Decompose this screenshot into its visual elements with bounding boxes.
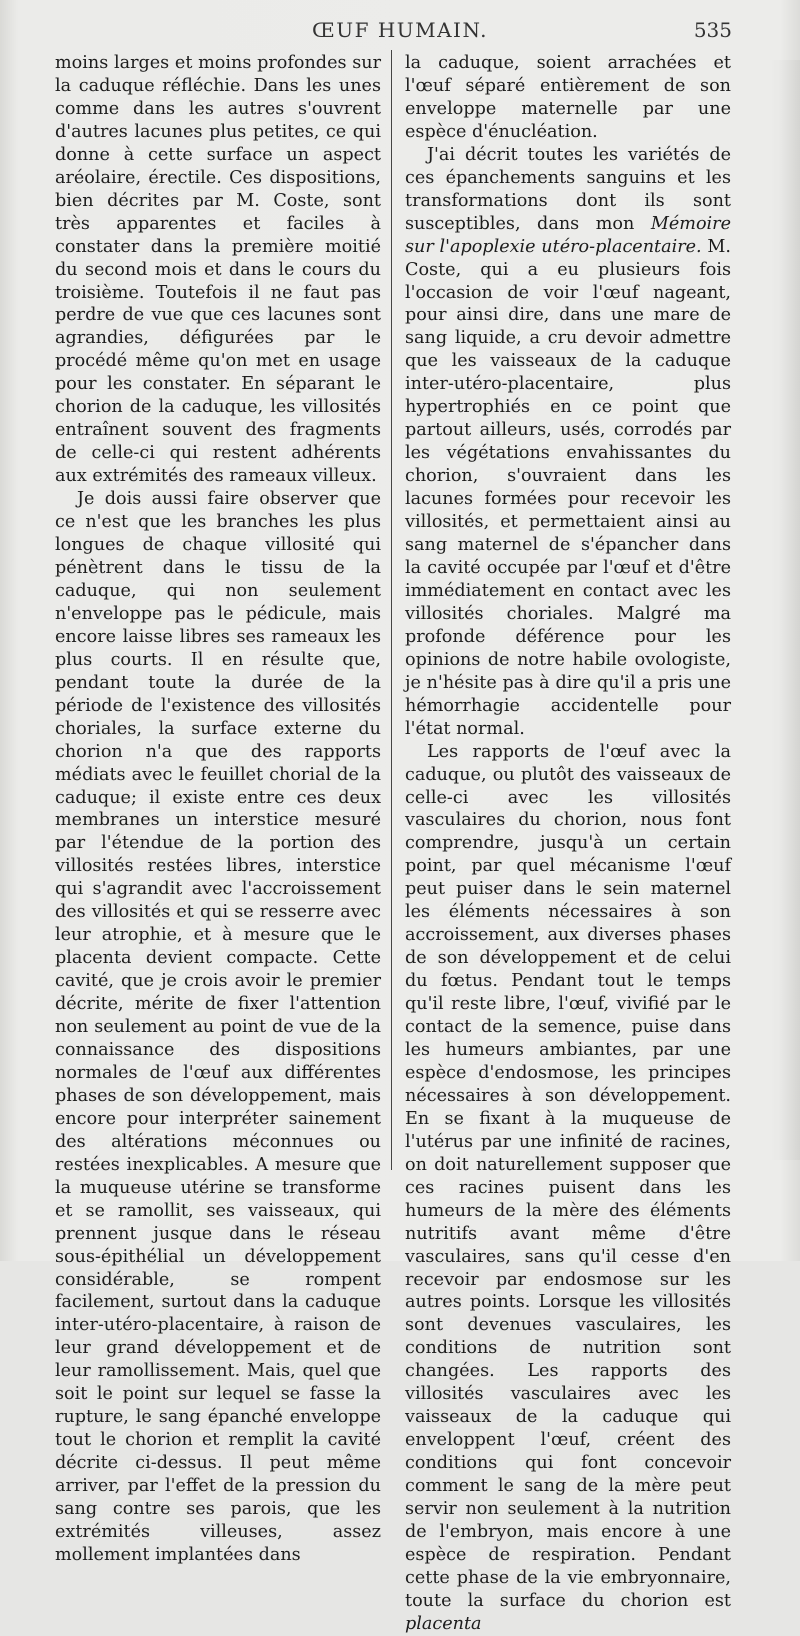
right-paragraph-3: [405, 741, 731, 1636]
right-column: [405, 52, 731, 1636]
right-paragraph-1: la caduque, soient arrachées et l'œuf séparé entièrement de son enveloppe maternelle par une espèce d'énucléation.: [405, 53, 731, 142]
column-divider: [391, 50, 392, 1170]
page-header: [0, 18, 800, 46]
right-paragraph-3-text: Les rapports de l'œuf avec la caduque, ou plutôt des vaisseaux de celle-ci avec les villosités vasculaires du chorion, nous font comprendre, jusqu'à un certain point, par quel mécanisme l'œuf peut puiser dans le sein maternel les éléments nécessaires à son accroissement, aux diverses phases de son développement et de celui du fœtus. Pendant tout le temps qu'il reste libre, l'œuf, vivifié par le contact de la semence, puise dans les humeurs ambiantes, par une espèce d'endosmose, les principes nécessaires à son développement. En se fixant à la muqueuse de l'utérus par une infinité de racines, on doit naturellement supposer que ces racines puisent dans les humeurs de la mère des éléments nutritifs avant même d'être vasculaires, sans qu'il cesse d'en recevoir par endosmose sur les autres points. Lorsque les villosités sont devenues vasculaires, les conditions de nutrition sont changées. Les rapports des villosités vasculaires avec les vaisseaux de la caduque qui enveloppent l'œuf, créent des conditions qui font concevoir comment le sang de la mère peut servir non seulement à la nutrition de l'embryon, mais encore à une espèce de respiration. Pendant cette phase de la vie embryonnaire, toute la surface du chorion est: [405, 741, 731, 1611]
right-paragraph-2-text-b: M. Coste, qui a eu plusieurs fois l'occasion de voir l'œuf nageant, pour ainsi dire, dans une mare de sang liquide, a cru devoir admettre que les vaisseaux de la caduque inter-utéro-placentaire, plus hypertrophiés en ce point que partout ailleurs, usés, corrodés par les végétations envahissantes du chorion, s'ouvraient dans les lacunes formées pour recevoir les villosités, et permettaient ainsi au sang maternel de s'épancher dans la cavité occupée par l'œuf et d'être immédiatement en contact avec les villosités choriales. Malgré ma profonde déférence pour les opinions de notre habile ovologiste, je n'hésite pas à dire qu'il a pris une hémorrhagie accidentelle pour l'état normal.: [405, 236, 731, 739]
right-paragraph-2-text-a: J'ai décrit toutes les variétés de ces épanchements sanguins et les transformations dont ils sont susceptibles, dans mon: [405, 144, 731, 234]
left-paragraph-2: Je dois aussi faire observer que ce n'est que les branches les plus longues de chaque villosité qui pénètrent dans le tissu de la caduque, qui non seulement n'enveloppe pas le pédicule, mais encore laisse libres ses rameaux les plus courts. Il en résulte que, pendant toute la durée de la période de l'existence des villosités choriales, la surface externe du chorion n'a que des rapports médiats avec le feuillet chorial de la caduque; il existe entre ces deux membranes un interstice mesuré par l'étendue de la portion des villosités restées libres, interstice qui s'agrandit avec l'accroissement des villosités et qui se resserre avec leur atrophie, et à mesure que le placenta devient compacte. Cette cavité, que je crois avoir le premier décrite, mérite de fixer l'attention non seulement au point de vue de la connaissance des dispositions normales de l'œuf aux différentes phases de son développement, mais encore pour interpréter sainement des altérations méconnues ou restées inexplicables. A mesure que la muqueuse utérine se transforme et se ramollit, ses vaisseaux, qui prennent jusque dans le réseau sous-épithélial un développement considérable, se rompent facilement, surtout dans la caduque inter-utéro-placentaire, à raison de leur grand développement et de leur ramollissement. Mais, quel que soit le point sur lequel se fasse la rupture, le sang épanché enveloppe tout le chorion et remplit la cavité décrite ci-dessus. Il peut même arriver, par l'effet de la pression du sang contre ses parois, que les extrémités villeuses, assez mollement implantées dans: [55, 489, 381, 1565]
page-edge-shadow: [770, 60, 800, 1160]
page-number: 535: [693, 18, 732, 42]
left-column: [55, 52, 381, 1567]
right-paragraph-2: [405, 144, 731, 741]
left-paragraph-1: moins larges et moins profondes sur la caduque réfléchie. Dans les unes comme dans les autres s'ouvrent d'autres lacunes plus petites, ce qui donne à cette surface un aspect aréolaire, érectile. Ces dispositions, bien décrites par M. Coste, sont très apparentes et faciles à constater dans la première moitié du second mois et dans le cours du troisième. Toutefois il ne faut pas perdre de vue que ces lacunes sont agrandies, défigurées par le procédé même qu'on met en usage pour les constater. En séparant le chorion de la caduque, les villosités entraînent souvent des fragments de celle-ci qui restent adhérents aux extrémités des rameaux villeux.: [55, 53, 381, 487]
running-title: ŒUF HUMAIN.: [312, 18, 489, 42]
placenta-word: placenta: [405, 1613, 482, 1634]
memoir-title: Mémoire sur l'apoplexie utéro-placentaire.: [405, 213, 731, 257]
